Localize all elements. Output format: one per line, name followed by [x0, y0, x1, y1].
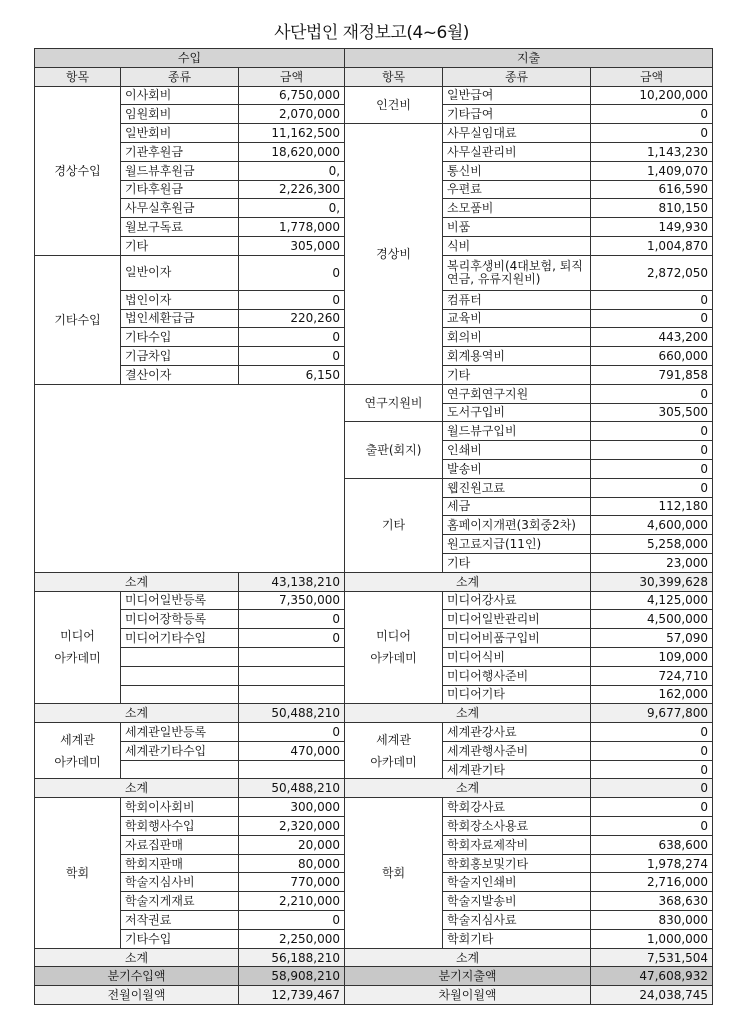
column-header-amount: 금액 [591, 67, 713, 86]
expense-amount: 1,978,274 [591, 854, 713, 873]
expense-amount: 0 [591, 422, 713, 441]
expense-amount: 810,150 [591, 199, 713, 218]
income-amount: 20,000 [239, 835, 345, 854]
expense-amount: 0 [591, 105, 713, 124]
income-kind: 미디어장학등록 [121, 610, 239, 629]
income-amount: 300,000 [239, 798, 345, 817]
expense-kind: 학회강사료 [443, 798, 591, 817]
expense-amount: 109,000 [591, 647, 713, 666]
expense-amount: 1,004,870 [591, 236, 713, 255]
expense-kind: 연구회연구지원 [443, 384, 591, 403]
subtotal-label: 소계 [345, 704, 591, 723]
income-kind: 학술지게재료 [121, 892, 239, 911]
income-kind: 월보구독료 [121, 218, 239, 237]
expense-amount: 443,200 [591, 328, 713, 347]
expense-kind: 복리후생비(4대보험, 퇴직연금, 유류지원비) [443, 255, 591, 290]
income-amount: 0 [239, 723, 345, 742]
empty-cell [121, 685, 239, 704]
income-kind: 기관후원금 [121, 142, 239, 161]
expense-kind: 학술지발송비 [443, 892, 591, 911]
subtotal-expense: 7,531,504 [591, 948, 713, 967]
expense-amount: 368,630 [591, 892, 713, 911]
expense-amount: 0 [591, 124, 713, 143]
expense-kind: 컴퓨터 [443, 290, 591, 309]
income-kind: 세계관일반등록 [121, 723, 239, 742]
expense-category: 인건비 [345, 86, 443, 124]
expense-kind: 월드뷰구입비 [443, 422, 591, 441]
income-kind: 학회이사회비 [121, 798, 239, 817]
income-amount: 6,750,000 [239, 86, 345, 105]
expense-kind: 세계관기타 [443, 760, 591, 779]
income-kind: 학술지심사비 [121, 873, 239, 892]
income-amount: 0 [239, 290, 345, 309]
expense-kind: 비품 [443, 218, 591, 237]
expense-amount: 0 [591, 798, 713, 817]
income-kind: 일반회비 [121, 124, 239, 143]
expense-amount: 2,872,050 [591, 255, 713, 290]
expense-amount: 660,000 [591, 347, 713, 366]
expense-amount: 305,500 [591, 403, 713, 422]
quarter-income: 58,908,210 [239, 967, 345, 986]
income-amount: 305,000 [239, 236, 345, 255]
subtotal-label: 소계 [35, 948, 239, 967]
expense-amount: 638,600 [591, 835, 713, 854]
expense-kind: 식비 [443, 236, 591, 255]
income-kind: 학회행사수입 [121, 817, 239, 836]
expense-amount: 791,858 [591, 365, 713, 384]
expense-kind: 세계관강사료 [443, 723, 591, 742]
expense-amount: 23,000 [591, 553, 713, 572]
empty-cell [121, 760, 239, 779]
income-amount: 0 [239, 255, 345, 290]
income-amount: 2,070,000 [239, 105, 345, 124]
income-kind: 사무실후원금 [121, 199, 239, 218]
expense-amount: 0 [591, 384, 713, 403]
quarter-expense-label: 분기지출액 [345, 967, 591, 986]
income-kind: 기타수입 [121, 929, 239, 948]
subtotal-expense: 0 [591, 779, 713, 798]
expense-amount: 0 [591, 741, 713, 760]
income-kind: 기타 [121, 236, 239, 255]
income-amount: 0 [239, 347, 345, 366]
subtotal-label: 소계 [345, 779, 591, 798]
income-amount: 0 [239, 629, 345, 648]
expense-kind: 학회자료제작비 [443, 835, 591, 854]
expense-kind: 원고료지급(11인) [443, 535, 591, 554]
society-income-category: 학회 [35, 798, 121, 948]
expense-amount: 112,180 [591, 497, 713, 516]
income-amount: 0 [239, 911, 345, 930]
empty-cell [239, 760, 345, 779]
expense-amount: 0 [591, 760, 713, 779]
subtotal-label: 소계 [35, 704, 239, 723]
subtotal-income: 56,188,210 [239, 948, 345, 967]
income-category: 기타수입 [35, 255, 121, 384]
income-amount: 470,000 [239, 741, 345, 760]
expense-kind: 미디어식비 [443, 647, 591, 666]
expense-kind: 사무실관리비 [443, 142, 591, 161]
expense-amount: 5,258,000 [591, 535, 713, 554]
subtotal-expense: 30,399,628 [591, 572, 713, 591]
expense-amount: 4,600,000 [591, 516, 713, 535]
expense-kind: 미디어강사료 [443, 591, 591, 610]
income-kind: 저작권료 [121, 911, 239, 930]
income-header: 수입 [35, 49, 345, 68]
expense-amount: 10,200,000 [591, 86, 713, 105]
column-header-kind: 종류 [443, 67, 591, 86]
expense-kind: 세계관행사준비 [443, 741, 591, 760]
income-kind: 월드뷰후원금 [121, 161, 239, 180]
income-amount: 2,250,000 [239, 929, 345, 948]
income-kind: 기타후원금 [121, 180, 239, 199]
table-row [35, 704, 713, 723]
income-kind: 미디어기타수입 [121, 629, 239, 648]
expense-amount: 57,090 [591, 629, 713, 648]
income-kind: 학회지판매 [121, 854, 239, 873]
table-row [35, 723, 713, 742]
income-kind: 법인이자 [121, 290, 239, 309]
expense-amount: 0 [591, 478, 713, 497]
subtotal-label: 소계 [35, 572, 239, 591]
empty-cell [239, 647, 345, 666]
expense-kind: 웹진원고료 [443, 478, 591, 497]
finance-table [34, 48, 713, 1005]
subtotal-income: 43,138,210 [239, 572, 345, 591]
column-header-kind: 종류 [121, 67, 239, 86]
income-kind: 자료집판매 [121, 835, 239, 854]
income-amount: 2,226,300 [239, 180, 345, 199]
income-amount: 1,778,000 [239, 218, 345, 237]
expense-amount: 4,500,000 [591, 610, 713, 629]
income-amount: 6,150 [239, 365, 345, 384]
expense-amount: 4,125,000 [591, 591, 713, 610]
next-balance-label: 차월이월액 [345, 986, 591, 1005]
expense-amount: 1,143,230 [591, 142, 713, 161]
income-amount: 0 [239, 328, 345, 347]
expense-kind: 기타 [443, 553, 591, 572]
expense-kind: 발송비 [443, 459, 591, 478]
expense-kind: 학회장소사용료 [443, 817, 591, 836]
world-income-category: 세계관 아카데미 [35, 723, 121, 779]
income-amount: 2,320,000 [239, 817, 345, 836]
prev-balance-label: 전월이월액 [35, 986, 239, 1005]
income-amount: 2,210,000 [239, 892, 345, 911]
expense-kind: 홈페이지개편(3회중2차) [443, 516, 591, 535]
world-expense-category: 세계관 아카데미 [345, 723, 443, 779]
empty-area [35, 384, 345, 572]
column-header-amount: 금액 [239, 67, 345, 86]
income-kind: 세계관기타수입 [121, 741, 239, 760]
table-row [35, 967, 713, 986]
expense-kind: 일반급여 [443, 86, 591, 105]
column-header-item: 항목 [35, 67, 121, 86]
expense-kind: 회계용역비 [443, 347, 591, 366]
table-row [35, 779, 713, 798]
expense-category: 연구지원비 [345, 384, 443, 422]
table-row [35, 67, 713, 86]
subtotal-income: 50,488,210 [239, 779, 345, 798]
expense-amount: 2,716,000 [591, 873, 713, 892]
table-row [35, 124, 713, 143]
income-amount: 220,260 [239, 309, 345, 328]
expense-kind: 사무실임대료 [443, 124, 591, 143]
expense-kind: 세금 [443, 497, 591, 516]
expense-header: 지출 [345, 49, 713, 68]
empty-cell [121, 666, 239, 685]
expense-kind: 미디어비품구입비 [443, 629, 591, 648]
table-row [35, 986, 713, 1005]
subtotal-label: 소계 [35, 779, 239, 798]
income-amount: 0, [239, 161, 345, 180]
expense-category: 경상비 [345, 124, 443, 385]
income-amount: 18,620,000 [239, 142, 345, 161]
income-kind: 미디어일반등록 [121, 591, 239, 610]
expense-kind: 기타 [443, 365, 591, 384]
expense-kind: 인쇄비 [443, 441, 591, 460]
income-amount: 0 [239, 610, 345, 629]
expense-amount: 1,000,000 [591, 929, 713, 948]
income-kind: 이사회비 [121, 86, 239, 105]
table-row [35, 591, 713, 610]
expense-kind: 우편료 [443, 180, 591, 199]
income-kind: 기금차입 [121, 347, 239, 366]
expense-amount: 724,710 [591, 666, 713, 685]
expense-amount: 149,930 [591, 218, 713, 237]
expense-kind: 학술지인쇄비 [443, 873, 591, 892]
income-kind: 결산이자 [121, 365, 239, 384]
media-income-category: 미디어 아카데미 [35, 591, 121, 704]
income-amount: 7,350,000 [239, 591, 345, 610]
next-balance: 24,038,745 [591, 986, 713, 1005]
expense-amount: 0 [591, 441, 713, 460]
expense-amount: 616,590 [591, 180, 713, 199]
income-amount: 0, [239, 199, 345, 218]
income-kind: 법인세환급금 [121, 309, 239, 328]
quarter-expense: 47,608,932 [591, 967, 713, 986]
expense-kind: 학술지심사료 [443, 911, 591, 930]
expense-kind: 학회기타 [443, 929, 591, 948]
quarter-income-label: 분기수입액 [35, 967, 239, 986]
expense-amount: 0 [591, 723, 713, 742]
table-row [35, 798, 713, 817]
empty-cell [121, 647, 239, 666]
expense-amount: 0 [591, 309, 713, 328]
expense-amount: 830,000 [591, 911, 713, 930]
income-category: 경상수입 [35, 86, 121, 255]
media-expense-category: 미디어 아카데미 [345, 591, 443, 704]
page-title: 사단법인 재정보고(4~6월) [274, 23, 469, 43]
subtotal-income: 50,488,210 [239, 704, 345, 723]
expense-kind: 미디어일반관리비 [443, 610, 591, 629]
table-row [35, 572, 713, 591]
expense-amount: 162,000 [591, 685, 713, 704]
society-expense-category: 학회 [345, 798, 443, 948]
table-row [35, 384, 713, 403]
expense-kind: 도서구입비 [443, 403, 591, 422]
expense-amount: 0 [591, 817, 713, 836]
expense-kind: 교육비 [443, 309, 591, 328]
income-amount: 11,162,500 [239, 124, 345, 143]
expense-kind: 학회홍보및기타 [443, 854, 591, 873]
empty-cell [239, 666, 345, 685]
table-row [35, 86, 713, 105]
expense-kind: 소모품비 [443, 199, 591, 218]
expense-kind: 회의비 [443, 328, 591, 347]
expense-category: 기타 [345, 478, 443, 572]
prev-balance: 12,739,467 [239, 986, 345, 1005]
subtotal-label: 소계 [345, 948, 591, 967]
income-amount: 80,000 [239, 854, 345, 873]
expense-amount: 1,409,070 [591, 161, 713, 180]
expense-kind: 기타급여 [443, 105, 591, 124]
expense-kind: 미디어행사준비 [443, 666, 591, 685]
income-kind: 임원회비 [121, 105, 239, 124]
income-kind: 기타수입 [121, 328, 239, 347]
table-row [35, 49, 713, 68]
expense-kind: 통신비 [443, 161, 591, 180]
income-kind: 일반이자 [121, 255, 239, 290]
empty-cell [239, 685, 345, 704]
expense-amount: 0 [591, 290, 713, 309]
column-header-item: 항목 [345, 67, 443, 86]
subtotal-expense: 9,677,800 [591, 704, 713, 723]
subtotal-label: 소계 [345, 572, 591, 591]
expense-category: 출판(회지) [345, 422, 443, 478]
table-row [35, 948, 713, 967]
expense-kind: 미디어기타 [443, 685, 591, 704]
income-amount: 770,000 [239, 873, 345, 892]
expense-amount: 0 [591, 459, 713, 478]
